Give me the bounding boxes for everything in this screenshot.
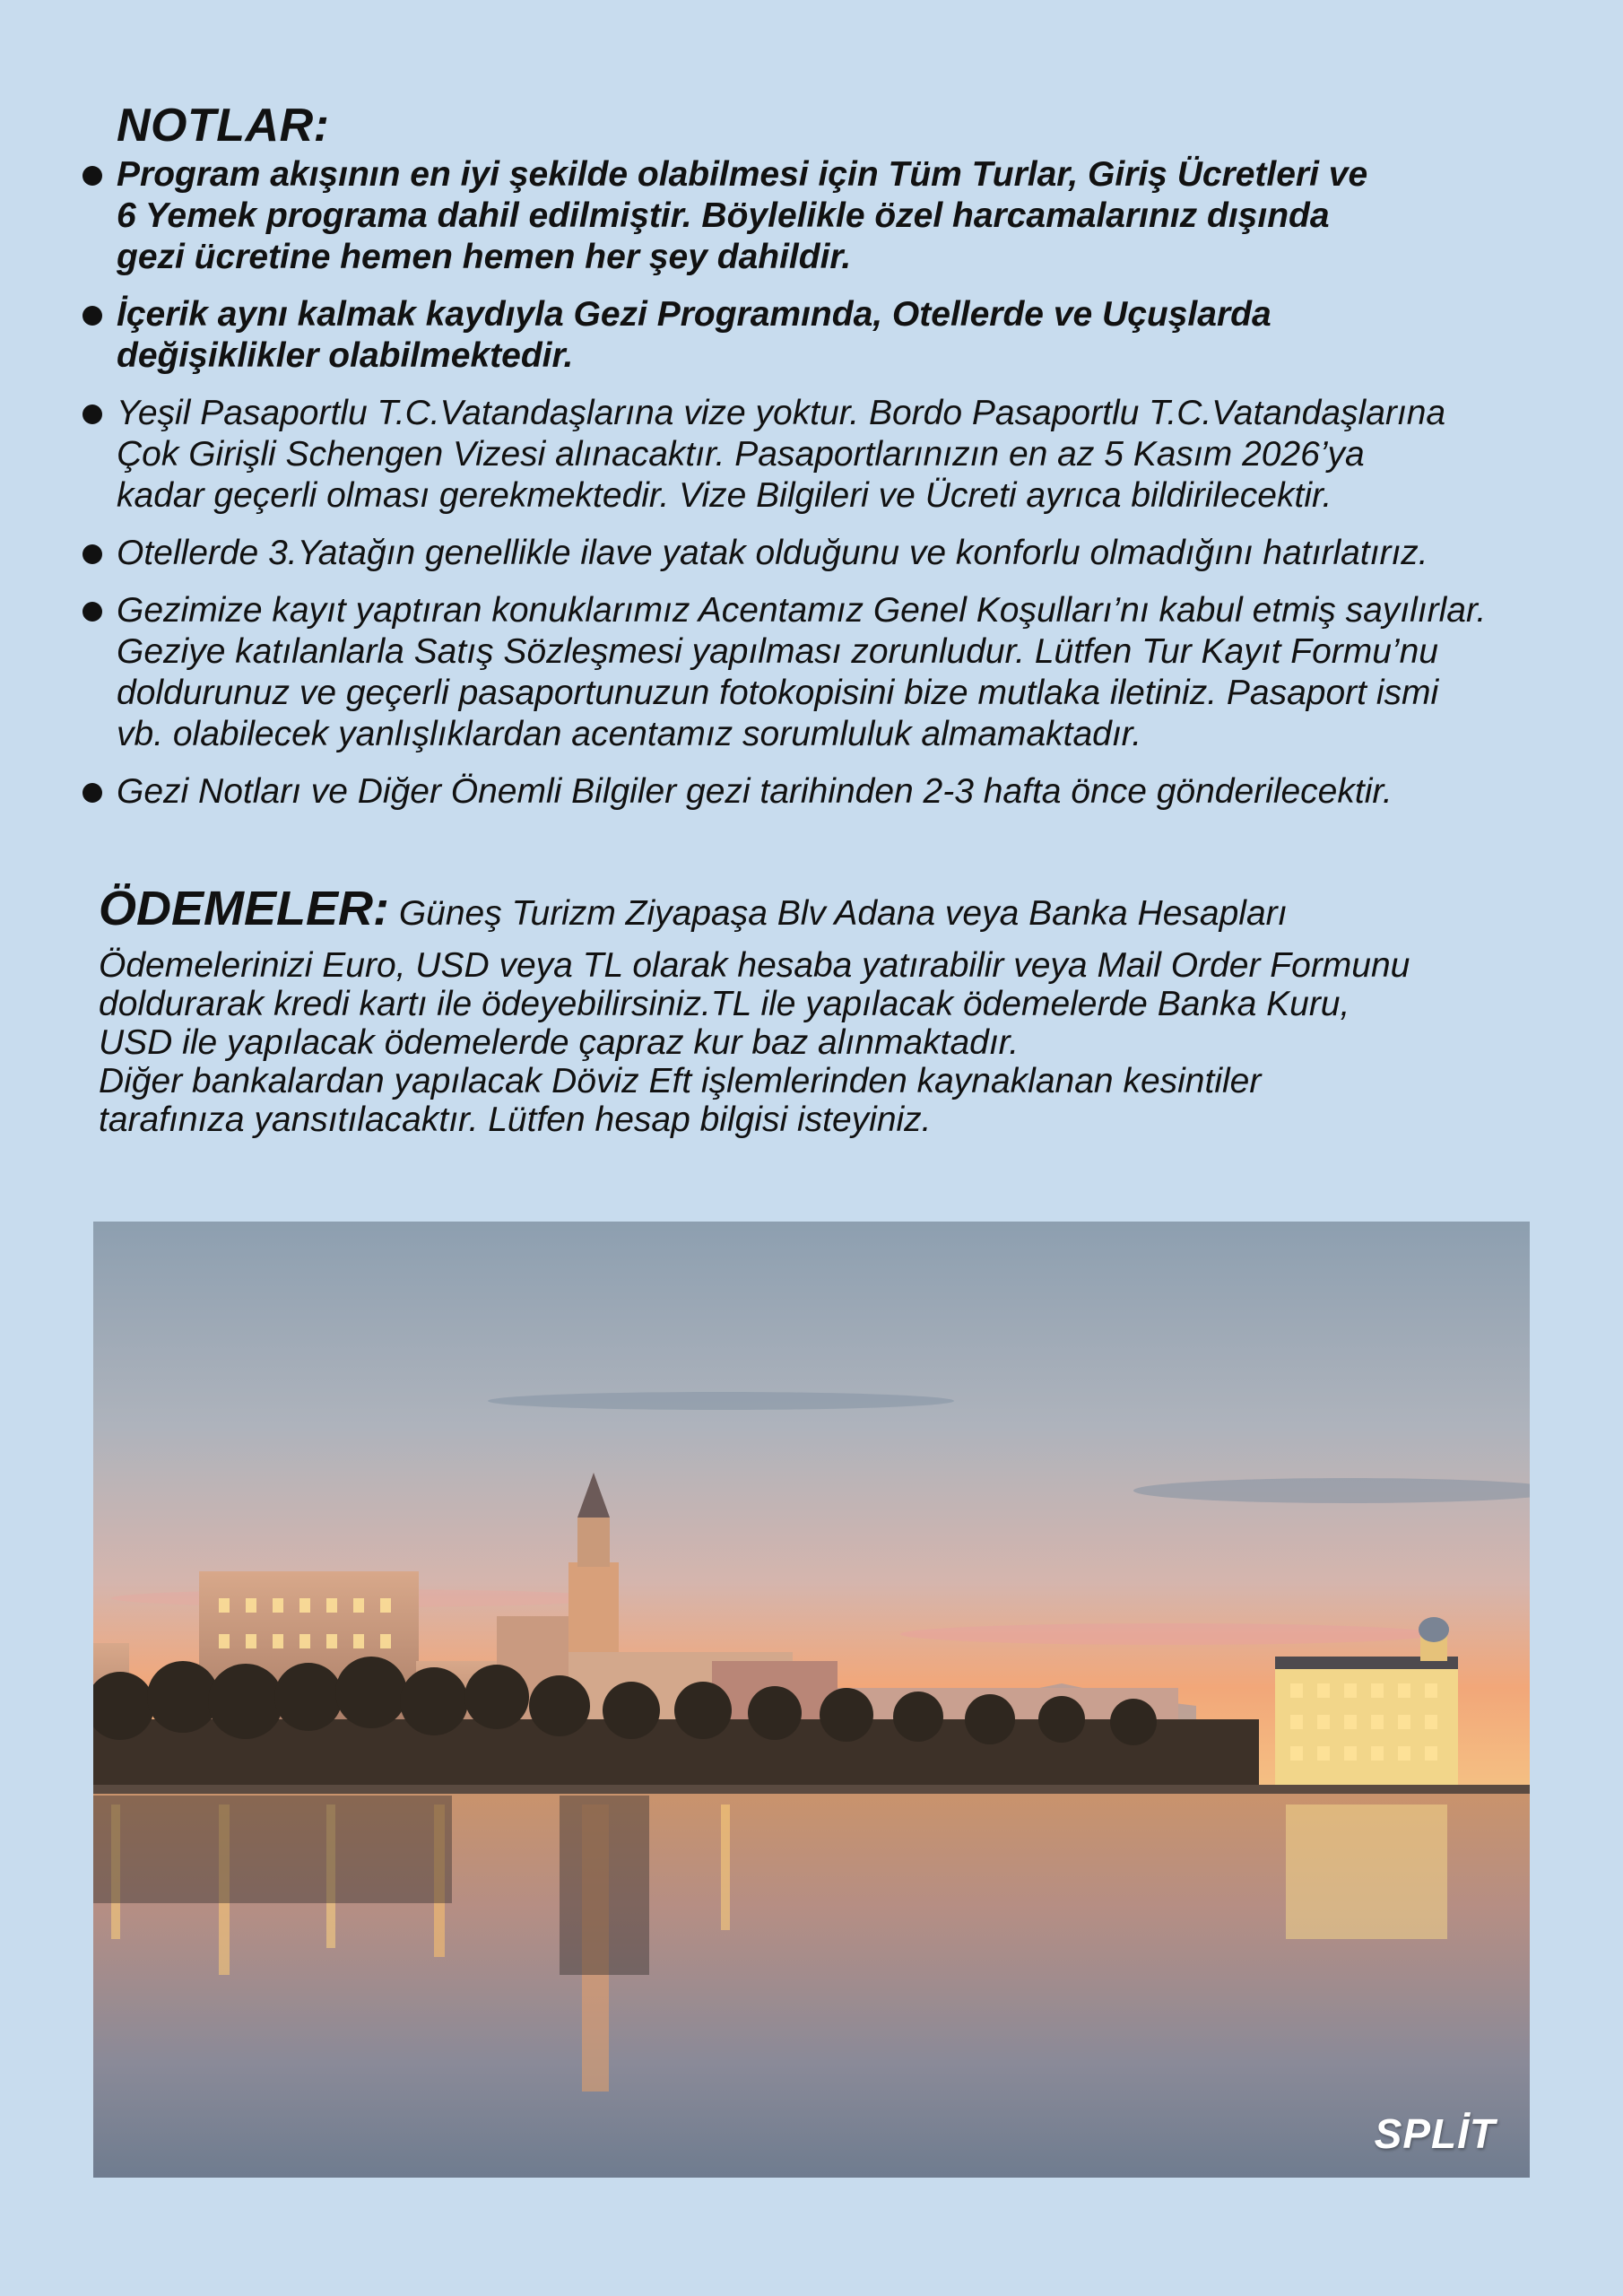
- bullet-icon: [82, 783, 102, 803]
- note-line: İçerik aynı kalmak kaydıyla Gezi Programında, Otellerde ve Uçuşlarda: [117, 295, 1271, 334]
- payments-line: Diğer bankalardan yapılacak Döviz Eft işlemlerinden kaynaklanan kesintiler: [99, 1062, 1262, 1100]
- note-line: kadar geçerli olması gerekmektedir. Vize Bilgileri ve Ücreti ayrıca bildirilecektir.: [117, 476, 1332, 515]
- payments-body: [99, 946, 1578, 1139]
- note-item: [81, 294, 1605, 377]
- note-line: Çok Girişli Schengen Vizesi alınacaktır. Pasaportlarınızın en az 5 Kasım 2026’ya: [117, 435, 1365, 474]
- note-line: 6 Yemek programa dahil edilmiştir. Böylelikle özel harcamalarınız dışında: [117, 196, 1330, 235]
- payments-line: USD ile yapılacak ödemelerde çapraz kur baz alınmaktadır.: [99, 1023, 1020, 1062]
- bullet-icon: [82, 544, 102, 564]
- split-harbor-photo: [93, 1222, 1530, 2178]
- note-item: [81, 393, 1605, 517]
- payments-line: doldurarak kredi kartı ile ödeyebilirsiniz.TL ile yapılacak ödemelerde Banka Kuru,: [99, 985, 1350, 1023]
- note-item: [81, 771, 1605, 813]
- note-item: [81, 590, 1605, 755]
- payments-head: [99, 883, 1578, 946]
- note-line: Gezimize kayıt yaptıran konuklarımız Acentamız Genel Koşulları’nı kabul etmiş sayılırlar.: [117, 591, 1487, 630]
- note-item: [81, 533, 1605, 574]
- payments-line: tarafınıza yansıtılacaktır. Lütfen hesap bilgisi isteyiniz.: [99, 1100, 932, 1139]
- note-line: gezi ücretine hemen hemen her şey dahildir.: [117, 238, 852, 276]
- note-line: değişiklikler olabilmektedir.: [117, 336, 574, 375]
- note-line: Geziye katılanlarla Satış Sözleşmesi yapılması zorunludur. Lütfen Tur Kayıt Formu’nu: [117, 632, 1438, 671]
- bullet-icon: [82, 306, 102, 326]
- bullet-icon: [82, 166, 102, 186]
- photo-caption: SPLİT: [1374, 2110, 1496, 2157]
- note-line: doldurunuz ve geçerli pasaportunuzun fotokopisini bize mutlaka iletiniz. Pasaport ismi: [117, 674, 1439, 712]
- notes-section: [81, 97, 1605, 829]
- payments-title: ÖDEMELER:: [99, 882, 389, 935]
- payments-line: Ödemelerinizi Euro, USD veya TL olarak hesaba yatırabilir veya Mail Order Formunu: [99, 946, 1410, 985]
- payments-first-line: Güneş Turizm Ziyapaşa Blv Adana veya Banka Hesapları: [389, 894, 1288, 933]
- notes-title: NOTLAR:: [117, 100, 330, 152]
- bullet-icon: [82, 602, 102, 622]
- note-line: Otellerde 3.Yatağın genellikle ilave yatak olduğunu ve konforlu olmadığını hatırlatırız.: [117, 534, 1428, 572]
- bullet-icon: [82, 404, 102, 424]
- note-item: [81, 154, 1605, 278]
- payments-section: [99, 883, 1578, 1139]
- notes-list: [81, 154, 1605, 813]
- note-line: Gezi Notları ve Diğer Önemli Bilgiler gezi tarihinden 2-3 hafta önce gönderilecektir.: [117, 772, 1393, 811]
- note-line: Program akışının en iyi şekilde olabilmesi için Tüm Turlar, Giriş Ücretleri ve: [117, 155, 1368, 194]
- note-line: vb. olabilecek yanlışlıklardan acentamız sorumluluk almamaktadır.: [117, 715, 1142, 753]
- split-harbor-illustration: [93, 1222, 1530, 2178]
- note-line: Yeşil Pasaportlu T.C.Vatandaşlarına vize yoktur. Bordo Pasaportlu T.C.Vatandaşlarına: [117, 394, 1446, 432]
